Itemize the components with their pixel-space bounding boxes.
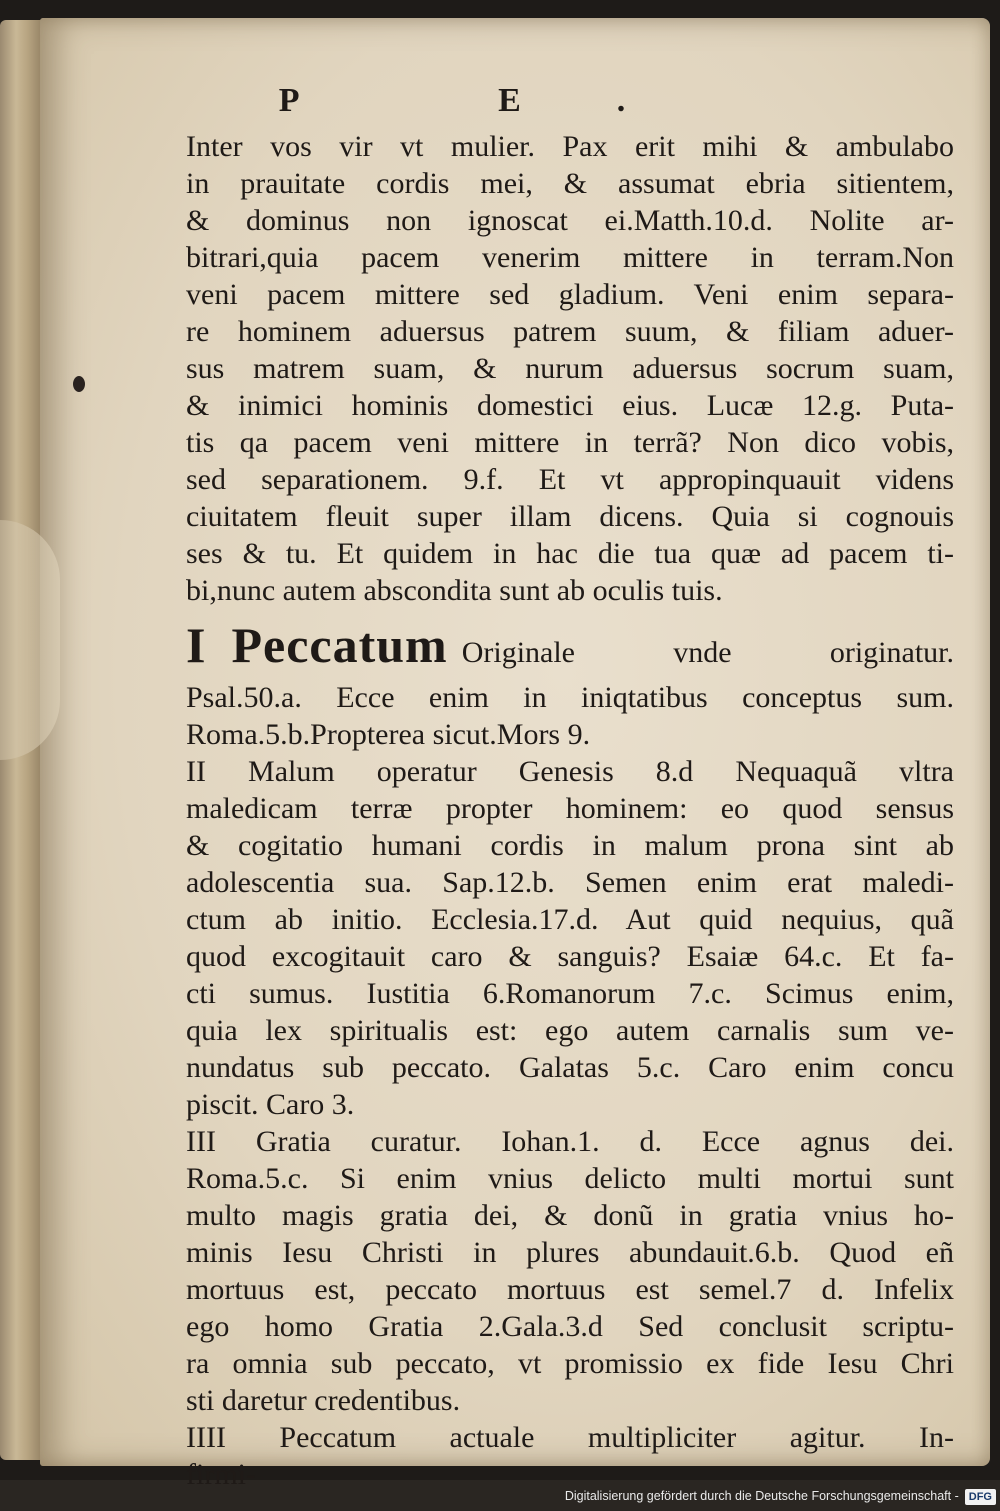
text-line: piscit. Caro 3. — [186, 1088, 355, 1121]
text-line: quod excogitauit caro & sanguis? Esaiæ 64.c. Et fa- — [186, 940, 954, 973]
text-block-before-heading — [186, 128, 954, 609]
text-line: ses & tu. Et quidem in hac die tua quæ ad pacem ti- — [186, 537, 954, 570]
text-line: cti sumus. Iustitia 6.Romanorum 7.c. Scimus enim, — [186, 977, 954, 1010]
text-line: ctum ab initio. Ecclesia.17.d. Aut quid nequius, quã — [186, 903, 954, 936]
text-line: multo magis gratia dei, & donũ in gratia vnius ho- — [186, 1199, 954, 1232]
footer-text: Digitalisierung gefördert durch die Deutsche Forschungsgemeinschaft - — [564, 1489, 959, 1503]
text-line: bitrari,quia pacem venerim mittere in terram.Non — [186, 241, 954, 274]
text-line: adolescentia sua. Sap.12.b. Semen enim erat maledi- — [186, 866, 954, 899]
text-line: Roma.5.c. Si enim vnius delicto multi mortui sunt — [186, 1162, 954, 1195]
text-line: sus matrem suam, & nurum aduersus socrum suam, — [186, 352, 954, 385]
text-line: & dominus non ignoscat ei.Matth.10.d. Nolite ar- — [186, 204, 954, 237]
text-line: & inimici hominis domestici eius. Lucæ 12.g. Puta- — [186, 389, 954, 422]
text-line: bi,nunc autem abscondita sunt ab oculis tuis. — [186, 574, 723, 607]
text-line: quia lex spiritualis est: ego autem carnalis sum ve- — [186, 1014, 954, 1047]
dfg-logo: DFG — [965, 1489, 996, 1505]
heading-numeral: I — [186, 617, 206, 673]
ink-blot — [73, 376, 85, 392]
text-line: IIII Peccatum actuale multipliciter agitur. In- — [186, 1421, 954, 1454]
heading-rest: Originale vnde originatur. — [461, 636, 954, 669]
text-line: Psal.50.a. Ecce enim in iniqtatibus conceptus sum. — [186, 681, 954, 714]
text-block-after-heading — [186, 679, 954, 1493]
text-line: ra omnia sub peccato, vt promissio ex fide Iesu Chri — [186, 1347, 954, 1380]
section-heading — [186, 613, 954, 677]
text-line: mortuus est, peccato mortuus est semel.7 d. Infelix — [186, 1273, 954, 1306]
text-line: minis Iesu Christi in plures abundauit.6.b. Quod eñ — [186, 1236, 954, 1269]
text-line: Inter vos vir vt mulier. Pax erit mihi & ambulabo — [186, 130, 954, 163]
text-line: re hominem aduersus patrem suum, & filiam aduer- — [186, 315, 954, 348]
text-line: nundatus sub peccato. Galatas 5.c. Caro enim concu — [186, 1051, 954, 1084]
text-line: Roma.5.b.Propterea sicut.Mors 9. — [186, 718, 591, 751]
text-line: tis qa pacem veni mittere in terrã? Non dico vobis, — [186, 426, 954, 459]
text-line: ego homo Gratia 2.Gala.3.d Sed conclusit scriptu- — [186, 1310, 954, 1343]
running-head: P E. — [278, 82, 722, 119]
text-line: & cogitatio humani cordis in malum prona sint ab — [186, 829, 954, 862]
page-fold-shadow — [0, 520, 60, 760]
text-line: ciuitatem fleuit super illam dicens. Quia si cognouis — [186, 500, 954, 533]
text-line: in prauitate cordis mei, & assumat ebria sitientem, — [186, 167, 954, 200]
text-line: II Malum operatur Genesis 8.d Nequaquã vltra — [186, 755, 954, 788]
text-line: sed separationem. 9.f. Et vt appropinquauit videns — [186, 463, 954, 496]
text-line: maledicam terræ propter hominem: eo quod sensus — [186, 792, 954, 825]
digitization-footer — [565, 1483, 1000, 1509]
text-line: III Gratia curatur. Iohan.1. d. Ecce agnus dei. — [186, 1125, 954, 1158]
text-line: sti daretur credentibus. — [186, 1384, 461, 1417]
text-line: firmi- — [186, 1458, 256, 1491]
text-line: veni pacem mittere sed gladium. Veni enim separa- — [186, 278, 954, 311]
body-text — [186, 128, 954, 1493]
heading-blackletter-word: Peccatum — [231, 617, 448, 673]
